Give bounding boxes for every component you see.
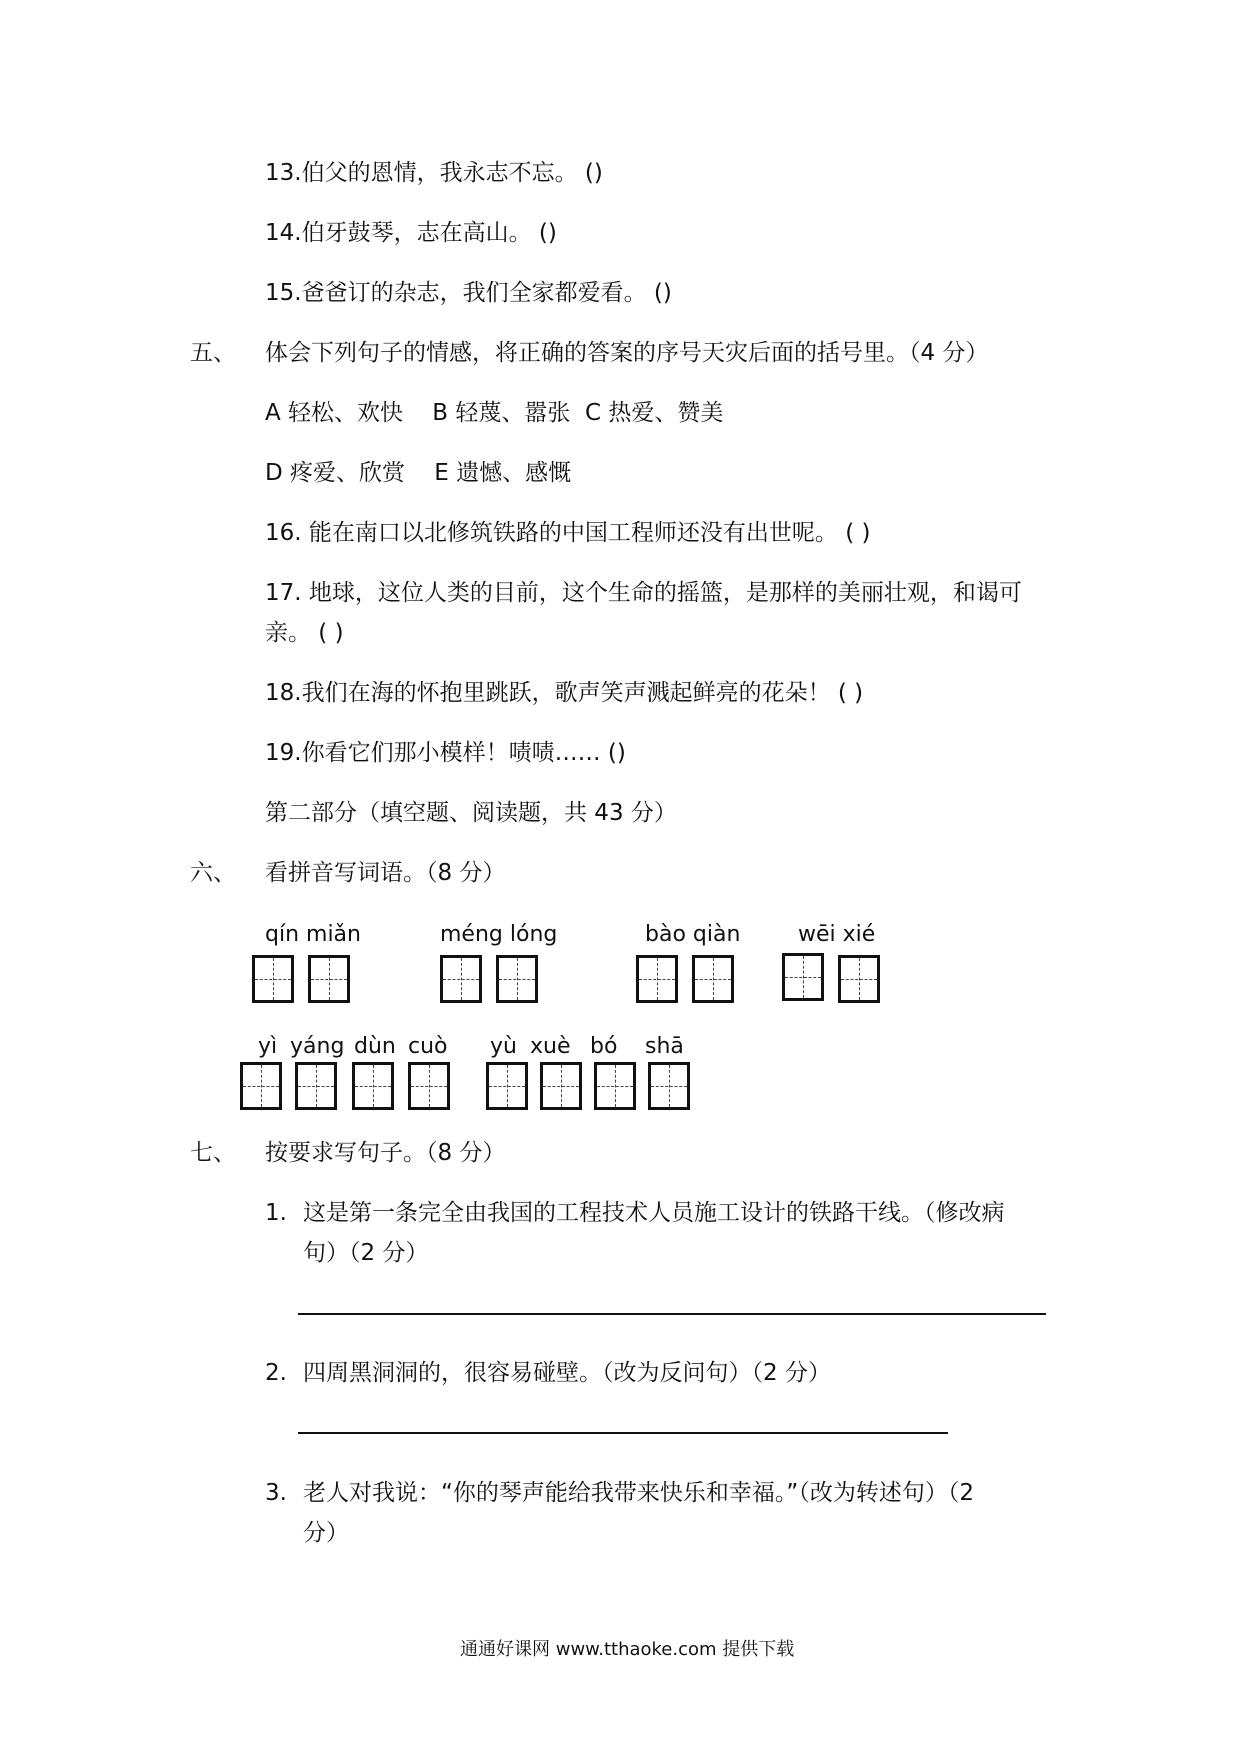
pinyin-sha: shā — [645, 1034, 684, 1059]
writing-box[interactable] — [240, 1062, 282, 1110]
question-17-line1: 17. 地球，这位人类的目前，这个生命的摇篮，是那样的美丽壮观，和谒可 — [265, 580, 1022, 606]
pinyin-qin-mian: qín miǎn — [265, 922, 361, 947]
writing-box[interactable] — [594, 1062, 636, 1110]
pinyin-bao-qian: bào qiàn — [645, 922, 741, 947]
writing-box[interactable] — [486, 1062, 528, 1110]
footer-text: 通通好课网 www.tthaoke.com 提供下载 — [460, 1639, 795, 1660]
writing-box[interactable] — [408, 1062, 450, 1110]
writing-box[interactable] — [648, 1062, 690, 1110]
section7-item1-line1: 这是第一条完全由我国的工程技术人员施工设计的铁路干线。（修改病 — [303, 1200, 1005, 1226]
section5-options-row1: A 轻松、欢快 B 轻蔑、嚣张 C 热爱、赞美 — [265, 400, 724, 426]
writing-box[interactable] — [252, 955, 294, 1003]
question-17-line2: 亲。 ( ) — [265, 620, 344, 646]
pinyin-cuo: cuò — [408, 1034, 448, 1059]
question-14: 14.伯牙鼓琴，志在高山。 () — [265, 220, 557, 246]
question-15: 15.爸爸订的杂志，我们全家都爱看。 () — [265, 280, 672, 306]
pinyin-wei-xie: wēi xié — [798, 922, 876, 947]
pinyin-bo: bó — [590, 1034, 618, 1059]
writing-box[interactable] — [636, 955, 678, 1003]
question-19: 19.你看它们那小模样！啧啧…… () — [265, 740, 626, 766]
question-16: 16. 能在南口以北修筑铁路的中国工程师还没有出世呢。 ( ) — [265, 520, 871, 546]
writing-box[interactable] — [782, 953, 824, 1001]
section5-options-row2: D 疼爱、欣赏 E 遗憾、感慨 — [265, 460, 572, 486]
section7-item3-number: 3. — [265, 1480, 287, 1506]
question-18: 18.我们在海的怀抱里跳跃，歌声笑声溅起鲜亮的花朵！ ( ) — [265, 680, 864, 706]
writing-box[interactable] — [692, 955, 734, 1003]
section7-item2-line1: 四周黑洞洞的，很容易碰壁。（改为反问句）（2 分） — [303, 1360, 831, 1386]
section5-number: 五、 — [190, 340, 236, 366]
pinyin-meng-long: méng lóng — [440, 922, 558, 947]
section5-title: 体会下列句子的情感，将正确的答案的序号天灾后面的括号里。（4 分） — [265, 340, 989, 366]
writing-box[interactable] — [540, 1062, 582, 1110]
section7-title: 按要求写句子。（8 分） — [265, 1140, 506, 1166]
writing-box[interactable] — [440, 955, 482, 1003]
pinyin-dun: dùn — [354, 1034, 396, 1059]
writing-box[interactable] — [295, 1062, 337, 1110]
pinyin-yang: yáng — [290, 1034, 345, 1059]
writing-box[interactable] — [352, 1062, 394, 1110]
section7-item2-number: 2. — [265, 1360, 287, 1386]
section6-title: 看拼音写词语。（8 分） — [265, 860, 506, 886]
section6-number: 六、 — [190, 860, 236, 886]
question-13: 13.伯父的恩情，我永志不忘。 () — [265, 160, 603, 186]
section7-item3-line2: 分） — [303, 1520, 349, 1546]
section7-item1-number: 1. — [265, 1200, 287, 1226]
pinyin-xue: xuè — [530, 1034, 571, 1059]
pinyin-yi: yì — [258, 1034, 278, 1059]
answer-line-2[interactable] — [298, 1432, 948, 1434]
part2-heading: 第二部分（填空题、阅读题，共 43 分） — [265, 800, 677, 826]
writing-box[interactable] — [496, 955, 538, 1003]
writing-box[interactable] — [308, 955, 350, 1003]
pinyin-yu: yù — [490, 1034, 517, 1059]
section7-item1-line2: 句）（2 分） — [303, 1240, 429, 1266]
section7-number: 七、 — [190, 1140, 236, 1166]
writing-box[interactable] — [838, 955, 880, 1003]
section7-item3-line1: 老人对我说：“你的琴声能给我带来快乐和幸福。”（改为转述句）（2 — [303, 1480, 974, 1506]
answer-line-1[interactable] — [298, 1313, 1046, 1315]
